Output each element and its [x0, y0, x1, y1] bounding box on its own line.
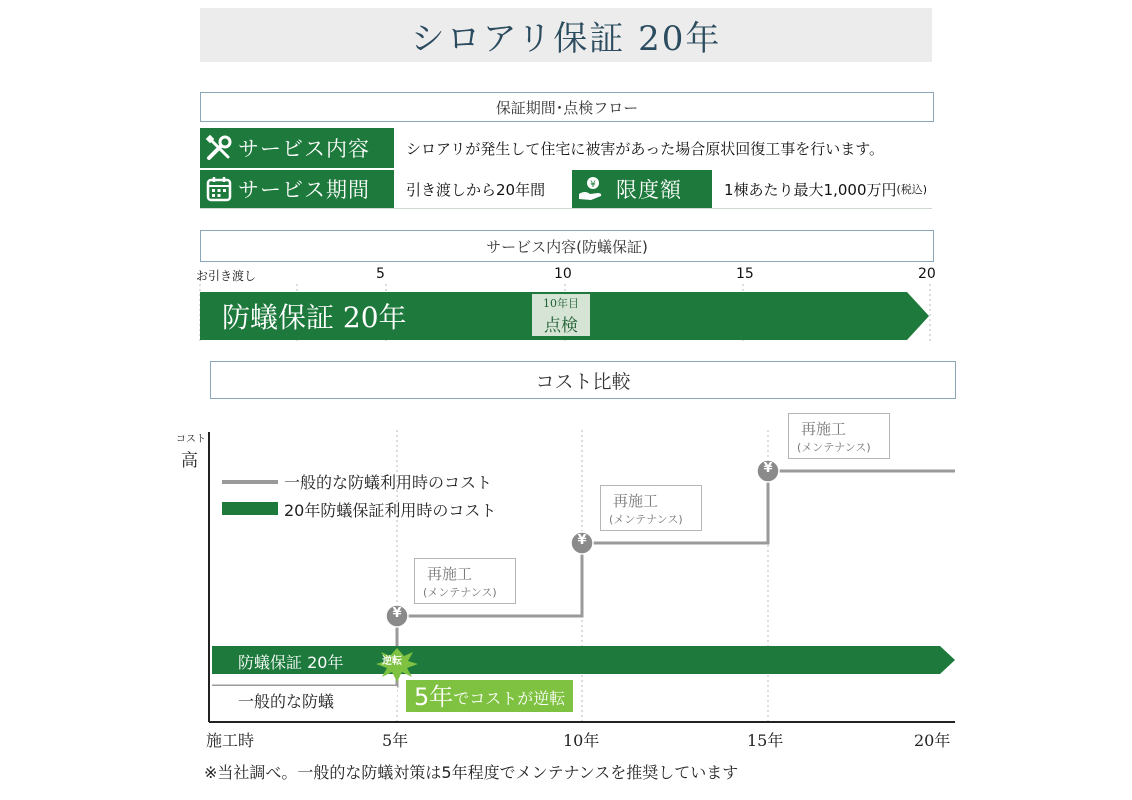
reapply-sub-15: (メンテナンス)	[797, 441, 871, 454]
cost-chart	[200, 420, 970, 730]
reapply-callout-5	[414, 558, 516, 604]
svg-text:¥: ¥	[590, 180, 596, 190]
ruler-tick-20: 20	[918, 266, 936, 282]
service-period-text: 引き渡しから20年間	[406, 180, 546, 199]
ruler-tick-15: 15	[736, 266, 754, 282]
service-content-label-cell	[200, 128, 394, 168]
ruler-tick-5: 5	[376, 266, 385, 282]
legend-general: 一般的な防蟻利用時のコスト	[284, 473, 493, 492]
warranty-bar-label: 防蟻保証 20年	[222, 301, 407, 334]
service-content-label: サービス内容	[238, 137, 370, 161]
yen-label-10: ¥	[577, 533, 587, 548]
ruler-tick-10: 10	[554, 266, 572, 282]
service-period-label: サービス期間	[238, 178, 370, 202]
x-label-5: 5年	[382, 731, 409, 750]
tools-icon	[200, 129, 238, 167]
reverse-big: 5年	[414, 683, 454, 711]
divider	[200, 208, 932, 209]
limit-text-cell	[724, 170, 936, 208]
x-label-10: 10年	[563, 731, 600, 750]
yen-label-5: ¥	[392, 606, 402, 621]
coin-hand-icon	[572, 170, 610, 208]
reapply-callout-10	[600, 485, 702, 531]
reapply-title-5: 再施工	[427, 565, 473, 583]
bar-label-gray: 一般的な防蟻	[238, 692, 335, 711]
reverse-text: でコストが逆転	[453, 689, 566, 708]
x-label-0: 施工時	[206, 731, 255, 750]
reapply-title-15: 再施工	[801, 420, 847, 438]
inspection-top: 10年目	[543, 296, 579, 310]
limit-label: 限度額	[616, 178, 682, 202]
reverse-callout	[406, 680, 573, 712]
service-period-label-cell	[200, 170, 394, 208]
limit-label-cell	[572, 170, 712, 208]
limit-text: 1棟あたり最大1,000万円	[724, 180, 897, 199]
limit-note: (税込)	[896, 183, 928, 196]
inspection-marker	[532, 294, 590, 336]
reapply-sub-5: (メンテナンス)	[423, 586, 497, 599]
calendar-icon	[200, 170, 238, 208]
yen-label-15: ¥	[763, 461, 773, 476]
x-label-15: 15年	[747, 731, 784, 750]
legend-swatch-general	[222, 480, 278, 484]
reverse-badge-text: 逆転	[382, 656, 402, 667]
service-content-text: シロアリが発生して住宅に被害があった場合原状回復工事を行います。	[406, 139, 885, 158]
bar-label-green: 防蟻保証 20年	[238, 653, 344, 672]
content-header: サービス内容(防蟻保証)	[200, 230, 934, 262]
ruler-start: お引き渡し	[196, 269, 257, 283]
page-title: シロアリ保証 20年	[200, 8, 932, 62]
reapply-callout-15	[788, 413, 890, 459]
legend-swatch-warranty	[222, 502, 278, 515]
reapply-title-10: 再施工	[613, 492, 659, 510]
footnote: ※当社調べ。一般的な防蟻対策は5年程度でメンテナンスを推奨しています	[204, 763, 739, 782]
reapply-sub-10: (メンテナンス)	[609, 513, 683, 526]
cost-header: コスト比較	[210, 361, 956, 399]
y-axis-label: 高	[181, 451, 198, 471]
inspection-bottom: 点検	[544, 315, 578, 336]
flow-header: 保証期間･点検フロー	[200, 92, 934, 122]
legend-warranty: 20年防蟻保証利用時のコスト	[284, 501, 497, 520]
y-axis-small-label: コスト	[176, 434, 206, 445]
x-label-20: 20年	[914, 731, 951, 750]
